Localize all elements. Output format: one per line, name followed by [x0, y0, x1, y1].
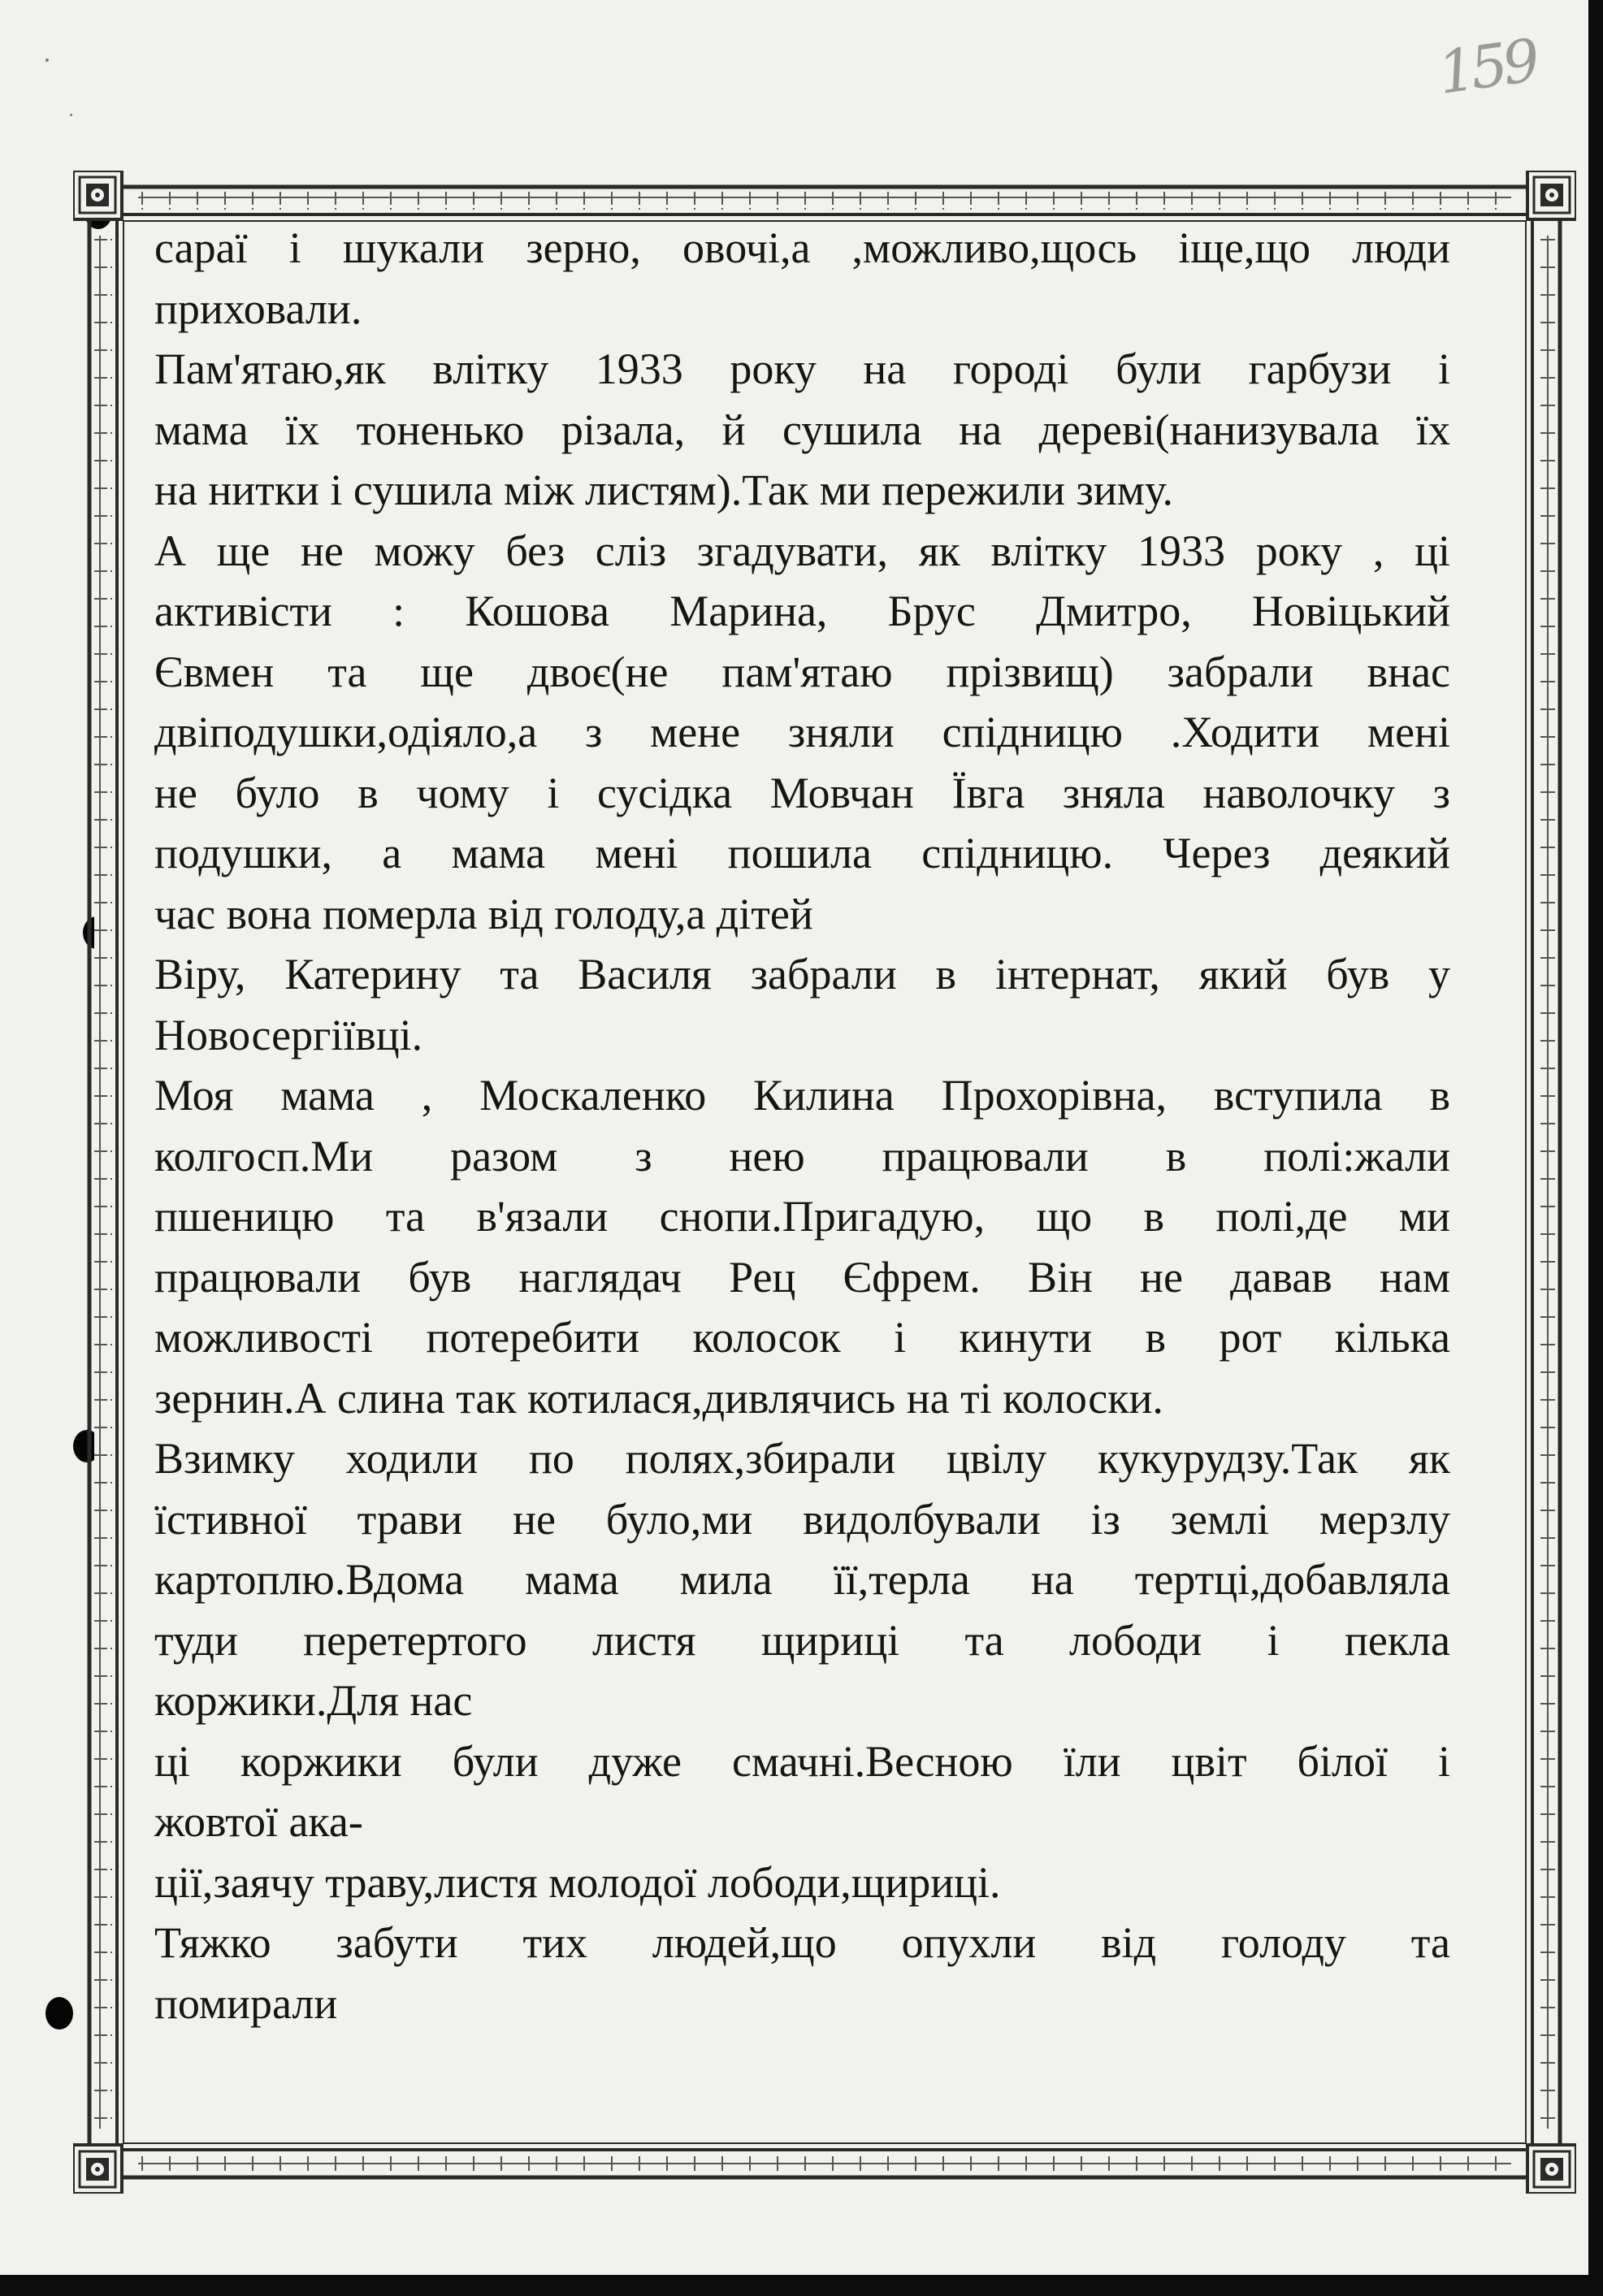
text-line: активісти : Кошова Марина, Брус Дмитро, Новіцький: [154, 587, 1450, 635]
text-line: Новосергіївці.: [154, 1010, 423, 1059]
text-line: час вона померла від голоду,а дітей: [154, 889, 813, 938]
text-line: пшеницю та в'язали снопи.Пригадую, що в полі,де ми: [154, 1192, 1450, 1241]
paragraph: [154, 1913, 1450, 2034]
text-line: можливості потеребити колосок і кинути в рот кілька: [154, 1313, 1450, 1362]
text-line: помирали: [154, 1978, 338, 2028]
text-line: коржики.Для нас: [154, 1676, 473, 1725]
text-line: подушки, а мама мені пошила спідницю. Через деякий: [154, 829, 1450, 877]
paragraph: [154, 1065, 1450, 1428]
text-line: мама їх тоненько різала, й сушила на дереві(нанизувала їх: [154, 405, 1450, 454]
text-line: на нитки і сушила між листям).Так ми пережили зиму.: [154, 466, 1174, 514]
text-line: Віру, Катерину та Василя забрали в інтернат, який був у: [154, 950, 1450, 999]
text-line: їстивної трави не було,ми видолбували із землі мерзлу: [154, 1494, 1450, 1544]
text-line: ції,заячу траву,листя молодої лободи,щириці.: [154, 1857, 1001, 1907]
text-line: ці коржики були дуже смачні.Весною їли цвіт білої і: [154, 1736, 1450, 1786]
body-text: [154, 218, 1450, 2034]
text-line: сараї і шукали зерно, овочі,а ,можливо,щось іще,що люди: [154, 223, 1450, 272]
text-line: картоплю.Вдома мама мила її,терла на тертці,добавляла: [154, 1555, 1450, 1604]
text-line: працювали був наглядач Рец Єфрем. Він не давав нам: [154, 1252, 1450, 1302]
text-line: Євмен та ще двоє(не пам'ятаю прізвищ) забрали внас: [154, 647, 1450, 696]
dust-speck: [70, 114, 72, 116]
text-line: колгосп.Ми разом з нею працювали в полі:жали: [154, 1131, 1450, 1180]
page-number: 159: [1433, 26, 1540, 107]
text-line: Пам'ятаю,як влітку 1933 року на городі були гарбузи і: [154, 344, 1450, 393]
paragraph: [154, 339, 1450, 521]
paragraph: [154, 521, 1450, 945]
paragraph: [154, 218, 1450, 339]
punch-hole: [45, 1997, 73, 2030]
text-line: Тяжко забути тих людей,що опухли від голоду та: [154, 1918, 1450, 1967]
paragraph: [154, 944, 1450, 1065]
paragraph: [154, 1731, 1450, 1852]
text-line: приховали.: [154, 284, 362, 333]
paragraph: [154, 1852, 1450, 1913]
text-line: туди перетертого листя щириці та лободи і пекла: [154, 1615, 1450, 1665]
text-line: Взимку ходили по полях,збирали цвілу кукурудзу.Так як: [154, 1434, 1450, 1483]
text-line: двіподушки,одіяло,а з мене зняли спідницю .Ходити мені: [154, 708, 1450, 756]
text-line: Моя мама , Москаленко Килина Прохорівна, вступила в: [154, 1071, 1450, 1120]
text-line: не було в чому і сусідка Мовчан Ївга зняла наволочку з: [154, 768, 1450, 817]
paragraph: [154, 1428, 1450, 1731]
text-line: А ще не можу без сліз згадувати, як влітку 1933 року , ці: [154, 526, 1450, 575]
text-line: зернин.А слина так котилася,дивлячись на ті колоски.: [154, 1373, 1163, 1423]
text-line: жовтої ака-: [154, 1797, 363, 1846]
dust-speck: [45, 58, 49, 62]
